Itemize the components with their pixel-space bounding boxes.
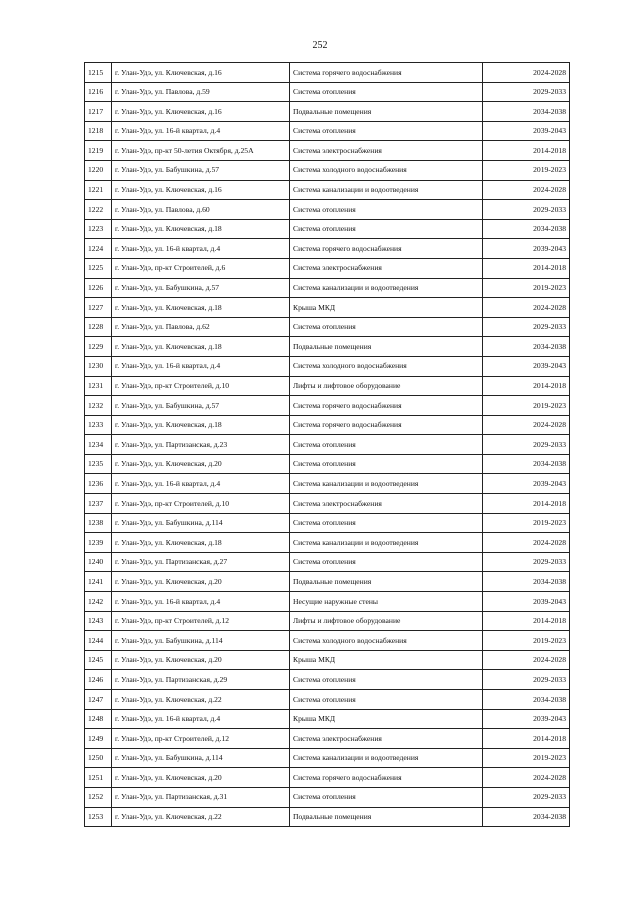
address-cell: г. Улан-Удэ, ул. Павлова, д.60: [112, 200, 290, 220]
building-system-cell: Подвальные помещения: [290, 102, 483, 122]
address-cell: г. Улан-Удэ, ул. Павлова, д.59: [112, 82, 290, 102]
address-cell: г. Улан-Удэ, ул. Бабушкина, д.114: [112, 748, 290, 768]
address-cell: г. Улан-Удэ, ул. Ключевская, д.22: [112, 807, 290, 827]
table-row: [85, 454, 570, 474]
address-cell: г. Улан-Удэ, ул. Ключевская, д.20: [112, 454, 290, 474]
table-row: [85, 748, 570, 768]
row-number-cell: 1221: [85, 180, 112, 200]
address-cell: г. Улан-Удэ, ул. Партизанская, д.27: [112, 552, 290, 572]
table-row: [85, 670, 570, 690]
row-number-cell: 1248: [85, 709, 112, 729]
table-body: [85, 63, 570, 827]
repair-period-cell: 2034-2038: [483, 102, 570, 122]
repair-period-cell: 2029-2033: [483, 670, 570, 690]
row-number-cell: 1234: [85, 435, 112, 455]
repair-period-cell: 2039-2043: [483, 356, 570, 376]
table-row: [85, 337, 570, 357]
address-cell: г. Улан-Удэ, ул. 16-й квартал, д.4: [112, 356, 290, 376]
repair-period-cell: 2034-2038: [483, 337, 570, 357]
table-row: [85, 219, 570, 239]
repair-period-cell: 2029-2033: [483, 317, 570, 337]
row-number-cell: 1230: [85, 356, 112, 376]
row-number-cell: 1229: [85, 337, 112, 357]
building-system-cell: Система холодного водоснабжения: [290, 160, 483, 180]
table-row: [85, 807, 570, 827]
repair-period-cell: 2029-2033: [483, 435, 570, 455]
row-number-cell: 1247: [85, 690, 112, 710]
row-number-cell: 1236: [85, 474, 112, 494]
building-system-cell: Система отопления: [290, 200, 483, 220]
table-row: [85, 200, 570, 220]
repair-period-cell: 2029-2033: [483, 200, 570, 220]
row-number-cell: 1251: [85, 768, 112, 788]
table-row: [85, 533, 570, 553]
address-cell: г. Улан-Удэ, пр-кт Строителей, д.12: [112, 729, 290, 749]
address-cell: г. Улан-Удэ, ул. 16-й квартал, д.4: [112, 239, 290, 259]
address-cell: г. Улан-Удэ, ул. Бабушкина, д.57: [112, 278, 290, 298]
repair-period-cell: 2024-2028: [483, 180, 570, 200]
table-row: [85, 650, 570, 670]
address-cell: г. Улан-Удэ, ул. Бабушкина, д.57: [112, 160, 290, 180]
row-number-cell: 1243: [85, 611, 112, 631]
address-cell: г. Улан-Удэ, ул. Бабушкина, д.114: [112, 513, 290, 533]
repair-period-cell: 2014-2018: [483, 494, 570, 514]
address-cell: г. Улан-Удэ, ул. Ключевская, д.18: [112, 298, 290, 318]
table-row: [85, 121, 570, 141]
table-row: [85, 709, 570, 729]
repair-period-cell: 2029-2033: [483, 787, 570, 807]
building-system-cell: Система канализации и водоотведения: [290, 533, 483, 553]
table-row: [85, 160, 570, 180]
repair-period-cell: 2034-2038: [483, 572, 570, 592]
row-number-cell: 1222: [85, 200, 112, 220]
repair-period-cell: 2019-2023: [483, 396, 570, 416]
building-system-cell: Лифты и лифтовое оборудование: [290, 611, 483, 631]
repair-period-cell: 2014-2018: [483, 611, 570, 631]
building-system-cell: Система отопления: [290, 121, 483, 141]
building-system-cell: Система отопления: [290, 552, 483, 572]
table-row: [85, 513, 570, 533]
row-number-cell: 1226: [85, 278, 112, 298]
row-number-cell: 1253: [85, 807, 112, 827]
row-number-cell: 1227: [85, 298, 112, 318]
repair-period-cell: 2029-2033: [483, 82, 570, 102]
building-system-cell: Система электроснабжения: [290, 258, 483, 278]
address-cell: г. Улан-Удэ, ул. Ключевская, д.18: [112, 533, 290, 553]
repair-period-cell: 2034-2038: [483, 454, 570, 474]
building-system-cell: Лифты и лифтовое оборудование: [290, 376, 483, 396]
table-row: [85, 552, 570, 572]
address-cell: г. Улан-Удэ, пр-кт Строителей, д.12: [112, 611, 290, 631]
building-system-cell: Система холодного водоснабжения: [290, 356, 483, 376]
table-row: [85, 396, 570, 416]
table-row: [85, 141, 570, 161]
building-system-cell: Система электроснабжения: [290, 729, 483, 749]
table-row: [85, 768, 570, 788]
table-row: [85, 102, 570, 122]
building-system-cell: Подвальные помещения: [290, 807, 483, 827]
row-number-cell: 1216: [85, 82, 112, 102]
building-system-cell: Система канализации и водоотведения: [290, 278, 483, 298]
address-cell: г. Улан-Удэ, ул. Ключевская, д.18: [112, 219, 290, 239]
address-cell: г. Улан-Удэ, ул. Ключевская, д.20: [112, 650, 290, 670]
building-system-cell: Система отопления: [290, 690, 483, 710]
table-row: [85, 180, 570, 200]
building-system-cell: Система отопления: [290, 670, 483, 690]
building-system-cell: Система горячего водоснабжения: [290, 396, 483, 416]
table-row: [85, 317, 570, 337]
repair-period-cell: 2034-2038: [483, 219, 570, 239]
building-system-cell: Крыша МКД: [290, 650, 483, 670]
address-cell: г. Улан-Удэ, ул. 16-й квартал, д.4: [112, 474, 290, 494]
address-cell: г. Улан-Удэ, ул. Ключевская, д.16: [112, 180, 290, 200]
repair-period-cell: 2019-2023: [483, 513, 570, 533]
building-system-cell: Система канализации и водоотведения: [290, 180, 483, 200]
table-row: [85, 474, 570, 494]
building-system-cell: Система канализации и водоотведения: [290, 474, 483, 494]
repair-period-cell: 2024-2028: [483, 298, 570, 318]
building-system-cell: Система отопления: [290, 219, 483, 239]
row-number-cell: 1232: [85, 396, 112, 416]
row-number-cell: 1238: [85, 513, 112, 533]
table-row: [85, 298, 570, 318]
table-row: [85, 376, 570, 396]
table-row: [85, 729, 570, 749]
address-cell: г. Улан-Удэ, ул. Ключевская, д.16: [112, 102, 290, 122]
repair-period-cell: 2019-2023: [483, 160, 570, 180]
address-cell: г. Улан-Удэ, ул. 16-й квартал, д.4: [112, 121, 290, 141]
repair-period-cell: 2039-2043: [483, 709, 570, 729]
repair-period-cell: 2024-2028: [483, 533, 570, 553]
address-cell: г. Улан-Удэ, пр-кт Строителей, д.10: [112, 494, 290, 514]
repair-period-cell: 2039-2043: [483, 121, 570, 141]
repair-period-cell: 2024-2028: [483, 415, 570, 435]
building-system-cell: Система канализации и водоотведения: [290, 748, 483, 768]
row-number-cell: 1217: [85, 102, 112, 122]
row-number-cell: 1245: [85, 650, 112, 670]
building-system-cell: Система горячего водоснабжения: [290, 415, 483, 435]
building-system-cell: Система холодного водоснабжения: [290, 631, 483, 651]
row-number-cell: 1219: [85, 141, 112, 161]
building-system-cell: Подвальные помещения: [290, 572, 483, 592]
page-number: 252: [312, 40, 328, 51]
table-row: [85, 435, 570, 455]
repair-period-cell: 2039-2043: [483, 592, 570, 612]
row-number-cell: 1244: [85, 631, 112, 651]
repair-period-cell: 2034-2038: [483, 690, 570, 710]
building-system-cell: Крыша МКД: [290, 298, 483, 318]
building-system-cell: Несущие наружные стены: [290, 592, 483, 612]
row-number-cell: 1249: [85, 729, 112, 749]
table-row: [85, 631, 570, 651]
repair-period-cell: 2029-2033: [483, 552, 570, 572]
address-cell: г. Улан-Удэ, ул. Ключевская, д.22: [112, 690, 290, 710]
address-cell: г. Улан-Удэ, ул. Ключевская, д.20: [112, 572, 290, 592]
table-row: [85, 63, 570, 83]
row-number-cell: 1235: [85, 454, 112, 474]
repair-period-cell: 2014-2018: [483, 376, 570, 396]
table-row: [85, 494, 570, 514]
table-row: [85, 356, 570, 376]
repair-period-cell: 2034-2038: [483, 807, 570, 827]
building-system-cell: Система отопления: [290, 317, 483, 337]
row-number-cell: 1242: [85, 592, 112, 612]
address-cell: г. Улан-Удэ, пр-кт Строителей, д.10: [112, 376, 290, 396]
table-row: [85, 415, 570, 435]
repair-period-cell: 2014-2018: [483, 729, 570, 749]
row-number-cell: 1228: [85, 317, 112, 337]
address-cell: г. Улан-Удэ, ул. Ключевская, д.18: [112, 337, 290, 357]
building-system-cell: Система отопления: [290, 454, 483, 474]
row-number-cell: 1231: [85, 376, 112, 396]
repair-period-cell: 2024-2028: [483, 63, 570, 83]
repair-period-cell: 2019-2023: [483, 748, 570, 768]
building-system-cell: Система отопления: [290, 435, 483, 455]
address-cell: г. Улан-Удэ, ул. Ключевская, д.20: [112, 768, 290, 788]
address-cell: г. Улан-Удэ, ул. Партизанская, д.31: [112, 787, 290, 807]
building-system-cell: Подвальные помещения: [290, 337, 483, 357]
building-system-cell: Система горячего водоснабжения: [290, 768, 483, 788]
repair-period-cell: 2024-2028: [483, 650, 570, 670]
repair-period-cell: 2019-2023: [483, 631, 570, 651]
address-cell: г. Улан-Удэ, ул. 16-й квартал, д.4: [112, 592, 290, 612]
building-system-cell: Система горячего водоснабжения: [290, 63, 483, 83]
row-number-cell: 1224: [85, 239, 112, 259]
row-number-cell: 1237: [85, 494, 112, 514]
table-row: [85, 258, 570, 278]
address-cell: г. Улан-Удэ, ул. Бабушкина, д.57: [112, 396, 290, 416]
building-system-cell: Система горячего водоснабжения: [290, 239, 483, 259]
repair-schedule-table: [84, 62, 570, 827]
building-system-cell: Система отопления: [290, 787, 483, 807]
building-system-cell: Крыша МКД: [290, 709, 483, 729]
table-row: [85, 787, 570, 807]
address-cell: г. Улан-Удэ, ул. Партизанская, д.29: [112, 670, 290, 690]
building-system-cell: Система отопления: [290, 513, 483, 533]
table-row: [85, 690, 570, 710]
building-system-cell: Система электроснабжения: [290, 141, 483, 161]
address-cell: г. Улан-Удэ, пр-кт 50-летия Октября, д.25А: [112, 141, 290, 161]
table-row: [85, 82, 570, 102]
repair-period-cell: 2039-2043: [483, 239, 570, 259]
repair-period-cell: 2014-2018: [483, 258, 570, 278]
repair-period-cell: 2024-2028: [483, 768, 570, 788]
address-cell: г. Улан-Удэ, ул. Павлова, д.62: [112, 317, 290, 337]
repair-period-cell: 2014-2018: [483, 141, 570, 161]
building-system-cell: Система электроснабжения: [290, 494, 483, 514]
row-number-cell: 1241: [85, 572, 112, 592]
row-number-cell: 1225: [85, 258, 112, 278]
address-cell: г. Улан-Удэ, пр-кт Строителей, д.6: [112, 258, 290, 278]
repair-period-cell: 2019-2023: [483, 278, 570, 298]
table-row: [85, 278, 570, 298]
address-cell: г. Улан-Удэ, ул. Партизанская, д.23: [112, 435, 290, 455]
table-row: [85, 611, 570, 631]
row-number-cell: 1250: [85, 748, 112, 768]
row-number-cell: 1233: [85, 415, 112, 435]
repair-period-cell: 2039-2043: [483, 474, 570, 494]
table-row: [85, 592, 570, 612]
address-cell: г. Улан-Удэ, ул. Ключевская, д.16: [112, 63, 290, 83]
row-number-cell: 1223: [85, 219, 112, 239]
row-number-cell: 1215: [85, 63, 112, 83]
building-system-cell: Система отопления: [290, 82, 483, 102]
address-cell: г. Улан-Удэ, ул. Бабушкина, д.114: [112, 631, 290, 651]
address-cell: г. Улан-Удэ, ул. 16-й квартал, д.4: [112, 709, 290, 729]
address-cell: г. Улан-Удэ, ул. Ключевская, д.18: [112, 415, 290, 435]
table-row: [85, 572, 570, 592]
row-number-cell: 1239: [85, 533, 112, 553]
row-number-cell: 1240: [85, 552, 112, 572]
row-number-cell: 1252: [85, 787, 112, 807]
row-number-cell: 1220: [85, 160, 112, 180]
table-row: [85, 239, 570, 259]
row-number-cell: 1218: [85, 121, 112, 141]
row-number-cell: 1246: [85, 670, 112, 690]
